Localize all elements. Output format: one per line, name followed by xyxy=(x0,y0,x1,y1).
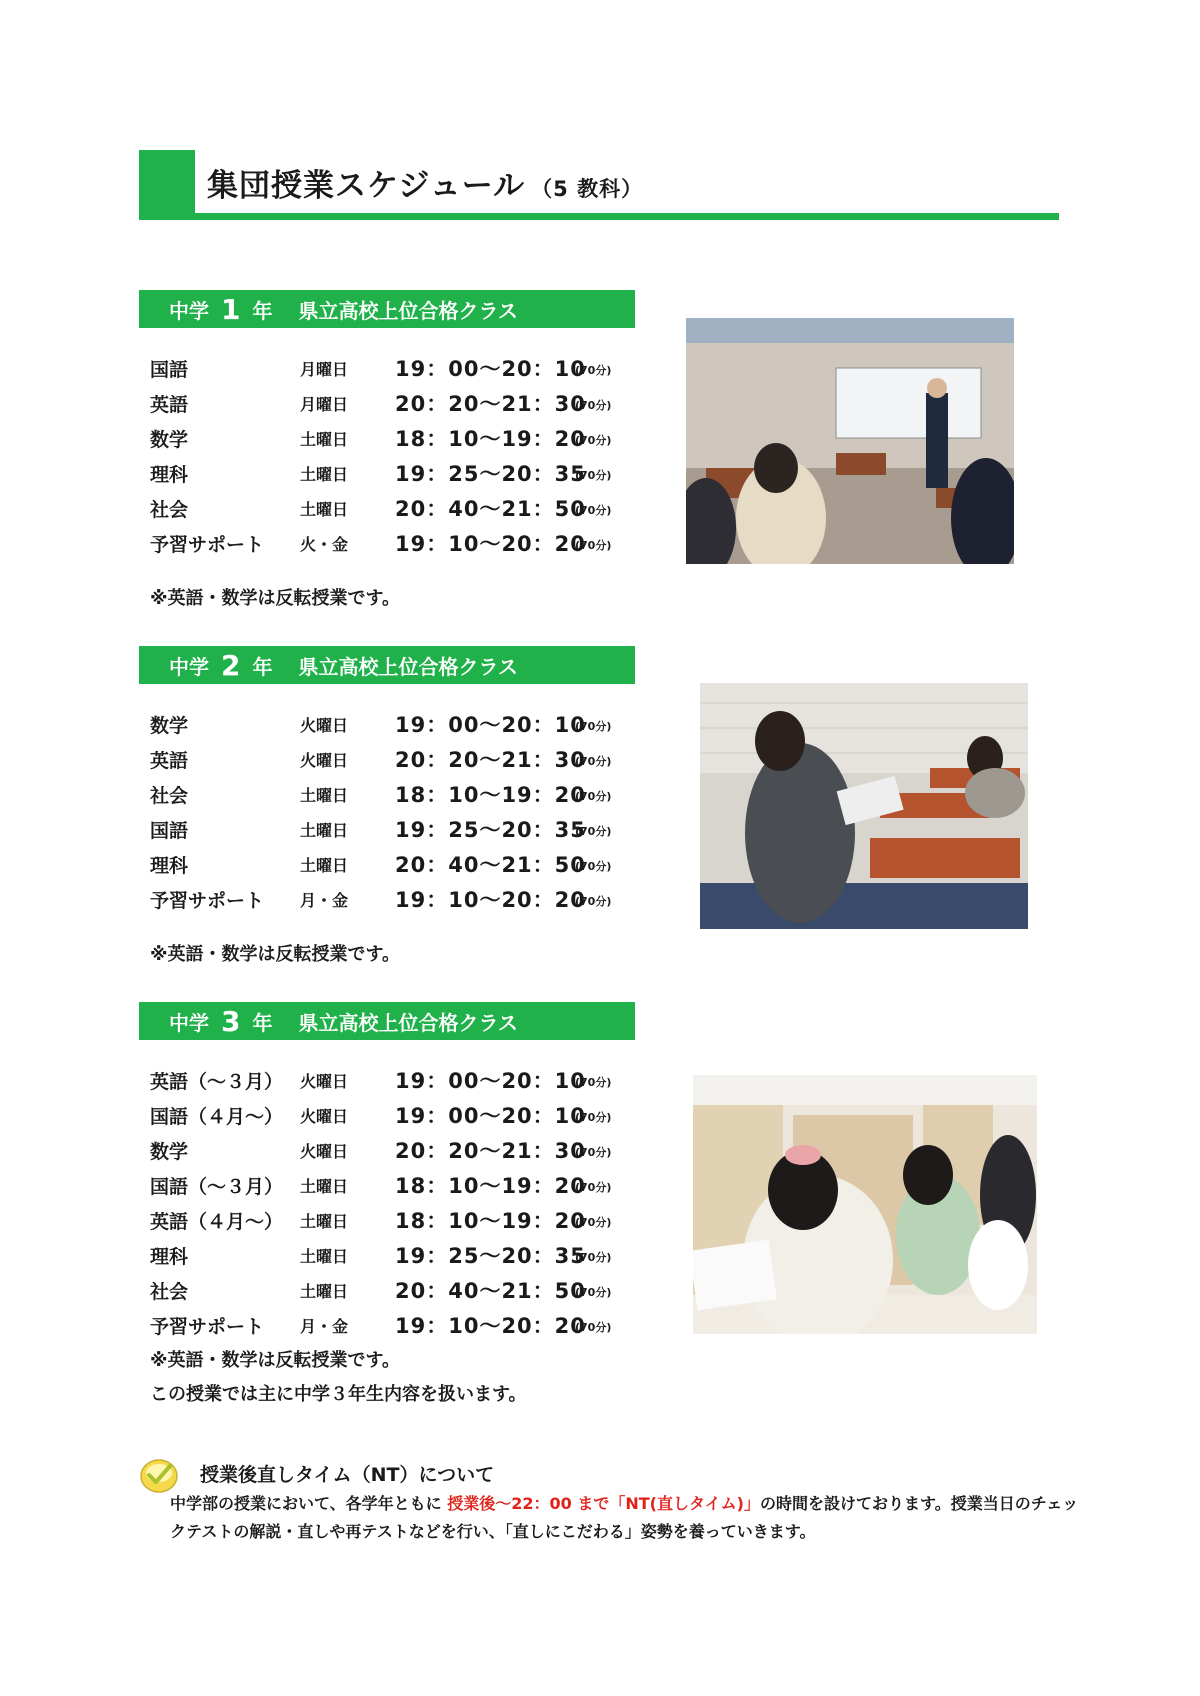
section-header-grade-3 xyxy=(139,1002,635,1040)
duration: (70分) xyxy=(575,860,612,873)
grade-prefix: 中学 xyxy=(169,1010,209,1035)
time: 20：20～21：30 xyxy=(395,748,586,772)
time: 19：25～20：35 xyxy=(395,1244,586,1268)
time: 20：40～21：50 xyxy=(395,853,586,877)
time: 18：10～19：20 xyxy=(395,1174,586,1198)
subject: 国語 xyxy=(150,359,189,381)
schedule-grade-2 xyxy=(150,709,630,919)
day: 火曜日 xyxy=(300,1142,349,1161)
grade-number: 2 xyxy=(221,648,241,682)
subject: 英語 xyxy=(150,394,189,416)
nt-text-before: 中学部の授業において、各学年ともに xyxy=(170,1494,448,1513)
page-title xyxy=(207,160,643,205)
schedule-row xyxy=(150,1135,630,1170)
schedule-row xyxy=(150,884,630,919)
page-subtitle: （5 教科） xyxy=(531,177,644,201)
duration: (70分) xyxy=(575,1216,612,1229)
nt-title: 授業後直しタイム（NT）について xyxy=(200,1464,495,1486)
duration: (70分) xyxy=(575,434,612,447)
subject: 社会 xyxy=(150,499,189,521)
title-underline xyxy=(139,213,1059,220)
subject: 英語（４月～） xyxy=(150,1211,284,1233)
schedule-grade-1 xyxy=(150,353,630,563)
day: 月曜日 xyxy=(300,395,349,414)
day: 土曜日 xyxy=(300,430,349,449)
schedule-row xyxy=(150,1310,630,1345)
day: 月・金 xyxy=(300,891,349,910)
grade-number: 1 xyxy=(221,292,241,326)
duration: (70分) xyxy=(575,1181,612,1194)
class-name: 県立高校上位合格クラス xyxy=(298,654,518,679)
duration: (70分) xyxy=(575,825,612,838)
duration: (70分) xyxy=(575,720,612,733)
section-header-grade-2 xyxy=(139,646,635,684)
subject: 社会 xyxy=(150,785,189,807)
subject: 理科 xyxy=(150,464,189,486)
time: 18：10～19：20 xyxy=(395,783,586,807)
schedule-row xyxy=(150,1240,630,1275)
section-note: ※英語・数学は反転授業です。 xyxy=(150,588,401,609)
schedule-row xyxy=(150,1275,630,1310)
schedule-row xyxy=(150,1065,630,1100)
day: 月・金 xyxy=(300,1317,349,1336)
day: 土曜日 xyxy=(300,786,349,805)
schedule-row xyxy=(150,423,630,458)
schedule-row xyxy=(150,493,630,528)
time: 19：00～20：10 xyxy=(395,1104,586,1128)
grade-suffix: 年 xyxy=(252,298,273,323)
duration: (70分) xyxy=(575,1146,612,1159)
day: 土曜日 xyxy=(300,465,349,484)
duration: (70分) xyxy=(575,469,612,482)
schedule-row xyxy=(150,1170,630,1205)
day: 火曜日 xyxy=(300,1107,349,1126)
time: 19：25～20：35 xyxy=(395,462,586,486)
section-note: ※英語・数学は反転授業です。 xyxy=(150,944,401,965)
subject: 社会 xyxy=(150,1281,189,1303)
section-note: ※英語・数学は反転授業です。 xyxy=(150,1350,401,1371)
subject: 数学 xyxy=(150,429,189,451)
day: 火曜日 xyxy=(300,716,349,735)
schedule-row xyxy=(150,458,630,493)
subject: 英語 xyxy=(150,750,189,772)
subject: 数学 xyxy=(150,715,189,737)
schedule-row xyxy=(150,849,630,884)
day: 土曜日 xyxy=(300,1177,349,1196)
nt-highlight: 授業後～22：00 まで「NT(直しタイム)」 xyxy=(447,1494,760,1513)
class-name: 県立高校上位合格クラス xyxy=(298,298,518,323)
duration: (70分) xyxy=(575,755,612,768)
schedule-row xyxy=(150,388,630,423)
day: 土曜日 xyxy=(300,1247,349,1266)
classroom-photo-1 xyxy=(686,318,1014,564)
day: 土曜日 xyxy=(300,856,349,875)
subject: 理科 xyxy=(150,855,189,877)
page-title-block xyxy=(139,150,1059,220)
duration: (70分) xyxy=(575,895,612,908)
day: 火・金 xyxy=(300,535,349,554)
subject: 予習サポート xyxy=(150,890,265,912)
subject: 国語（４月～） xyxy=(150,1106,284,1128)
schedule-row xyxy=(150,1205,630,1240)
time: 19：00～20：10 xyxy=(395,713,586,737)
section-header-grade-1 xyxy=(139,290,635,328)
duration: (70分) xyxy=(575,539,612,552)
duration: (70分) xyxy=(575,1076,612,1089)
duration: (70分) xyxy=(575,504,612,517)
classroom-photo-2 xyxy=(700,683,1028,929)
schedule-row xyxy=(150,528,630,563)
time: 18：10～19：20 xyxy=(395,427,586,451)
grade-suffix: 年 xyxy=(252,654,273,679)
time: 19：25～20：35 xyxy=(395,818,586,842)
duration: (70分) xyxy=(575,1111,612,1124)
schedule-row xyxy=(150,814,630,849)
duration: (70分) xyxy=(575,1286,612,1299)
time: 19：10～20：20 xyxy=(395,1314,586,1338)
page-title-text: 集団授業スケジュール xyxy=(207,168,526,204)
checkmark-icon xyxy=(139,1455,179,1495)
schedule-row xyxy=(150,744,630,779)
grade-suffix: 年 xyxy=(252,1010,273,1035)
subject: 理科 xyxy=(150,1246,189,1268)
duration: (70分) xyxy=(575,364,612,377)
day: 火曜日 xyxy=(300,751,349,770)
duration: (70分) xyxy=(575,790,612,803)
nt-description xyxy=(170,1490,1090,1546)
grade-prefix: 中学 xyxy=(169,654,209,679)
day: 土曜日 xyxy=(300,821,349,840)
time: 19：10～20：20 xyxy=(395,888,586,912)
time: 20：20～21：30 xyxy=(395,392,586,416)
title-accent-square xyxy=(139,150,195,218)
schedule-row xyxy=(150,1100,630,1135)
day: 土曜日 xyxy=(300,1282,349,1301)
subject: 予習サポート xyxy=(150,1316,265,1338)
time: 20：40～21：50 xyxy=(395,497,586,521)
grade-prefix: 中学 xyxy=(169,298,209,323)
subject: 英語（～３月） xyxy=(150,1071,284,1093)
nt-text-after: の時間を設けております。授業当日のチェックテストの解説・直しや再テストなどを行い、「直しにこだわる」姿勢を養っていきます。 xyxy=(170,1494,1079,1541)
day: 月曜日 xyxy=(300,360,349,379)
subject: 国語（～３月） xyxy=(150,1176,284,1198)
time: 19：10～20：20 xyxy=(395,532,586,556)
duration: (70分) xyxy=(575,1321,612,1334)
schedule-row xyxy=(150,779,630,814)
schedule-row xyxy=(150,353,630,388)
class-name: 県立高校上位合格クラス xyxy=(298,1010,518,1035)
duration: (70分) xyxy=(575,1251,612,1264)
subject: 予習サポート xyxy=(150,534,265,556)
section-note: この授業では主に中学３年生内容を扱います。 xyxy=(150,1384,527,1405)
time: 19：00～20：10 xyxy=(395,1069,586,1093)
classroom-photo-3 xyxy=(693,1075,1037,1334)
time: 18：10～19：20 xyxy=(395,1209,586,1233)
subject: 国語 xyxy=(150,820,189,842)
time: 19：00～20：10 xyxy=(395,357,586,381)
subject: 数学 xyxy=(150,1141,189,1163)
schedule-grade-3 xyxy=(150,1065,630,1345)
time: 20：20～21：30 xyxy=(395,1139,586,1163)
day: 土曜日 xyxy=(300,1212,349,1231)
duration: (70分) xyxy=(575,399,612,412)
grade-number: 3 xyxy=(221,1004,241,1038)
schedule-row xyxy=(150,709,630,744)
day: 土曜日 xyxy=(300,500,349,519)
day: 火曜日 xyxy=(300,1072,349,1091)
time: 20：40～21：50 xyxy=(395,1279,586,1303)
